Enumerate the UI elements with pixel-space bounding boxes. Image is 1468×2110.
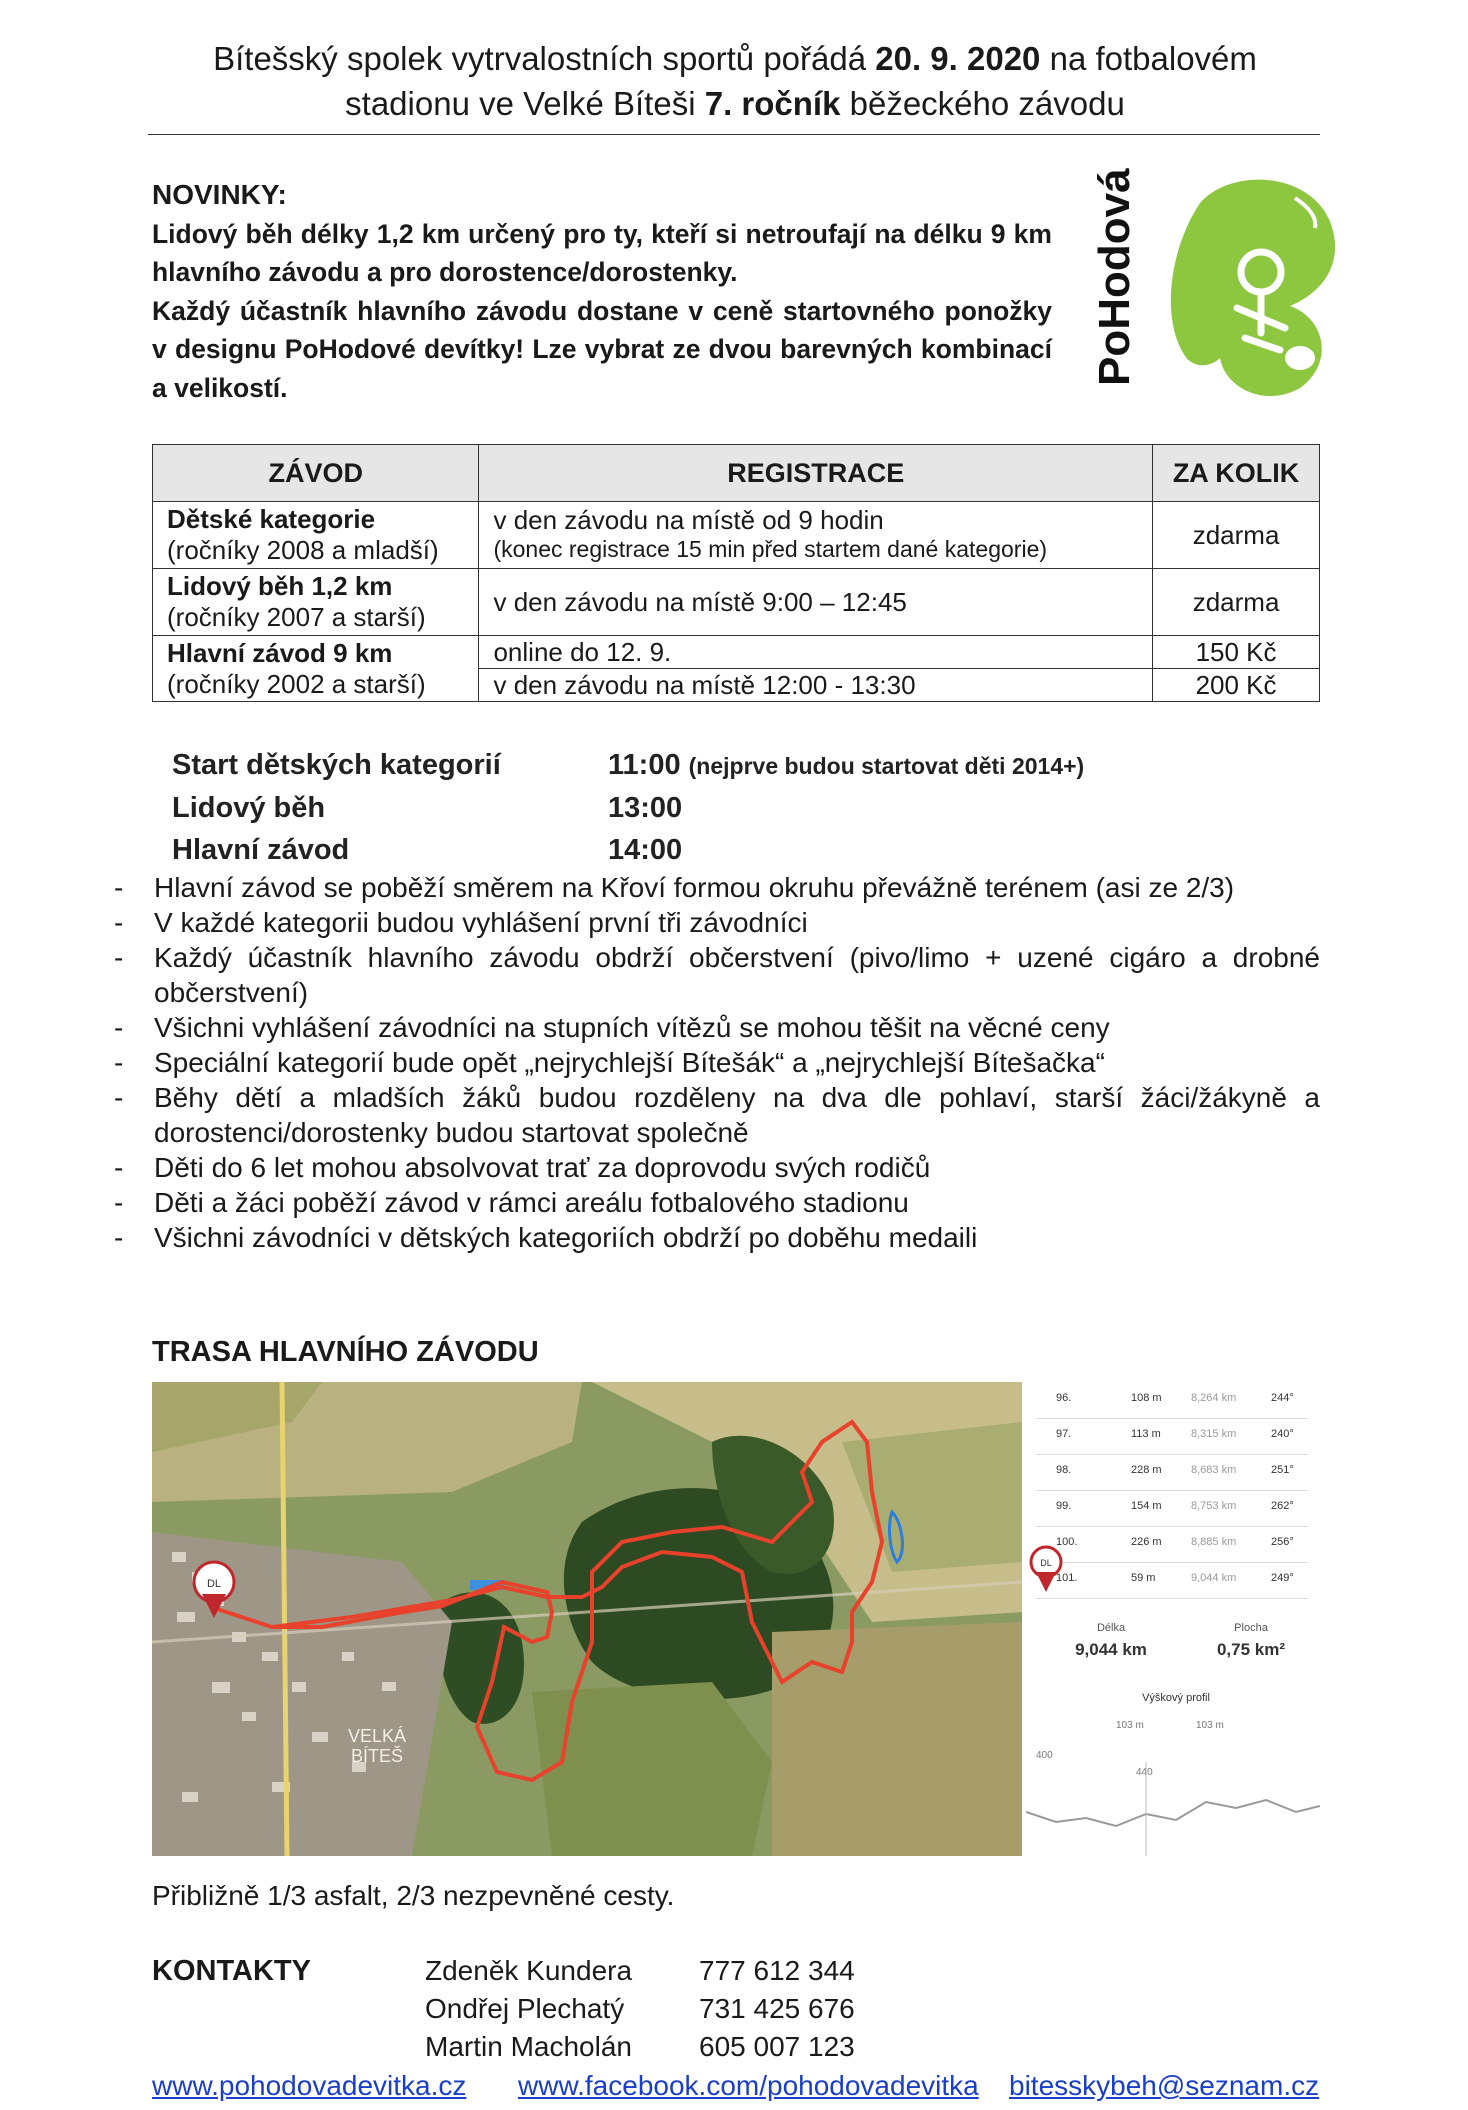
schedule-note: (nejprve budou startovat děti 2014+) — [688, 753, 1085, 779]
header-divider — [148, 134, 1320, 135]
email-link[interactable]: bitesskybeh@seznam.cz — [1009, 2070, 1320, 2101]
event-date: 20. 9. 2020 — [875, 40, 1041, 77]
elevation-axis-label: 440 — [1136, 1767, 1153, 1778]
segment-row: 99. 154 m 8,753 km 262° — [1036, 1490, 1308, 1527]
info-list — [114, 870, 1320, 1255]
news-title: NOVINKY: — [152, 179, 287, 210]
segment-row: 101. 59 m 9,044 km 249° — [1036, 1562, 1308, 1599]
header-text: běžeckého závodu — [840, 85, 1125, 122]
column-header-race: ZÁVOD — [153, 445, 479, 502]
race-cell — [153, 569, 479, 636]
news-paragraph: Lidový běh délky 1,2 km určený pro ty, kteří si netroufají na délku 9 km hlavního závodu a pro dorostence/dorostenky. — [152, 218, 1052, 287]
schedule-row — [172, 787, 1084, 829]
town-label: VELKÁ — [347, 1726, 407, 1746]
pohodova-logo — [1085, 168, 1345, 408]
race-cell — [153, 502, 479, 569]
header-text: Bítešský spolek vytrvalostních sportů pořádá — [213, 40, 876, 77]
race-cell — [153, 636, 479, 702]
list-item: - Hlavní závod se poběží směrem na Křoví formou okruhu převážně terénem (asi ze 2/3) — [114, 872, 1235, 903]
area-value: 0,75 km² — [1216, 1640, 1286, 1659]
news-section — [152, 176, 1052, 407]
price-cell: zdarma — [1153, 502, 1320, 569]
race-years: (ročníky 2002 a starší) — [167, 668, 426, 699]
registration-cell: online do 12. 9. — [479, 636, 1153, 669]
registration-note: (konec registrace 15 min před startem dané kategorie) — [493, 536, 1048, 562]
registration-table — [152, 444, 1320, 702]
contact-phone: 731 425 676 — [699, 1993, 855, 2024]
table-row — [153, 569, 1320, 636]
price-cell: zdarma — [1153, 569, 1320, 636]
segment-row: 96. 108 m 8,264 km 244° — [1036, 1382, 1308, 1419]
contact-phone: 777 612 344 — [699, 1955, 855, 1986]
town-label: BÍTEŠ — [350, 1746, 404, 1766]
list-item: - Všichni vyhlášení závodníci na stupních vítězů se mohou těšit na věcné ceny — [114, 1012, 1110, 1043]
elevation-axis-label: 400 — [1036, 1750, 1053, 1761]
event-header — [140, 36, 1330, 126]
website-link[interactable]: www.pohodovadevitka.cz — [152, 2070, 467, 2101]
news-paragraph: Každý účastník hlavního závodu dostane v ceně startovného ponožky v designu PoHodové devítky! Lze vybrat ze dvou barevných kombinací a velikostí. — [152, 295, 1052, 403]
price-cell: 200 Kč — [1153, 669, 1320, 702]
segment-row: 100. 226 m 8,885 km 256° — [1036, 1526, 1308, 1563]
schedule-time: 13:00 — [608, 792, 683, 824]
descent-value: 103 m — [1196, 1720, 1224, 1731]
surface-note: Přibližně 1/3 asfalt, 2/3 nezpevněné cesty. — [152, 1880, 675, 1911]
elevation-profile-chart — [1026, 1762, 1320, 1856]
segment-row: 97. 113 m 8,315 km 240° — [1036, 1418, 1308, 1455]
registration-cell — [479, 502, 1153, 569]
list-item: - Běhy dětí a mladších žáků budou rozděleny na dva dle pohlaví, starší žáci/žákyně a dorostenci/dorostenky budou startovat společně — [114, 1082, 1320, 1148]
contact-name: Martin Macholán — [425, 2031, 632, 2062]
table-row — [153, 636, 1320, 669]
header-text: na fotbalovém — [1040, 40, 1257, 77]
end-marker-icon — [1026, 1542, 1066, 1602]
contact-name: Ondřej Plechatý — [425, 1993, 625, 2024]
list-item: - V každé kategorii budou vyhlášení první tři závodníci — [114, 907, 808, 938]
table-header-row — [153, 445, 1320, 502]
column-header-registration: REGISTRACE — [479, 445, 1153, 502]
race-name: Lidový běh 1,2 km — [167, 571, 393, 601]
logo-nine-mark — [1171, 180, 1335, 396]
schedule-row — [172, 744, 1084, 787]
svg-text:DL: DL — [206, 1578, 222, 1590]
list-item: - Děti a žáci poběží závod v rámci areálu fotbalového stadionu — [114, 1187, 909, 1218]
schedule-label: Hlavní závod — [172, 834, 350, 866]
race-years: (ročníky 2008 a mladší) — [167, 535, 439, 565]
list-item: - Děti do 6 let mohou absolvovat trať za doprovodu svých rodičů — [114, 1152, 931, 1183]
route-title: TRASA HLAVNÍHO ZÁVODU — [152, 1336, 539, 1368]
contacts-title: KONTAKTY — [152, 1955, 311, 1987]
schedule-time: 14:00 — [608, 834, 683, 866]
schedule-row — [172, 829, 1084, 871]
table-row — [153, 502, 1320, 569]
segment-row: 98. 228 m 8,683 km 251° — [1036, 1454, 1308, 1491]
race-years: (ročníky 2007 a starší) — [167, 602, 426, 632]
length-label: Délka — [1096, 1622, 1126, 1634]
length-value: 9,044 km — [1075, 1640, 1147, 1659]
event-edition: 7. ročník — [704, 85, 841, 122]
column-header-price: ZA KOLIK — [1153, 445, 1320, 502]
registration-cell: v den závodu na místě 9:00 – 12:45 — [479, 569, 1153, 636]
contact-name: Zdeněk Kundera — [425, 1955, 633, 1986]
svg-text:DL: DL — [1040, 1558, 1052, 1568]
schedule-label: Lidový běh — [172, 792, 326, 824]
area-label: Plocha — [1234, 1622, 1268, 1634]
list-item: - Všichni závodníci v dětských kategoriích obdrží po doběhu medaili — [114, 1222, 978, 1253]
price-cell: 150 Kč — [1153, 636, 1320, 669]
list-item: - Každý účastník hlavního závodu obdrží občerstvení (pivo/limo + uzené cigáro a drobné občerstvení) — [114, 942, 1320, 1008]
profile-label: Výškový profil — [1142, 1692, 1210, 1704]
schedule-label: Start dětských kategorií — [172, 749, 501, 781]
header-text: stadionu ve Velké Bíteši — [345, 85, 705, 122]
ascent-value: 103 m — [1116, 1720, 1144, 1731]
race-name: Dětské kategorie — [167, 504, 376, 534]
schedule-time: 11:00 — [608, 749, 681, 781]
route-map[interactable] — [152, 1382, 1022, 1856]
logo-wordmark: PoHodová — [1090, 168, 1139, 386]
registration-cell: v den závodu na místě 12:00 - 13:30 — [479, 669, 1153, 702]
list-item: - Speciální kategorií bude opět „nejrychlejší Bítešák“ a „nejrychlejší Bítešačka“ — [114, 1047, 1105, 1078]
registration-text: v den závodu na místě od 9 hodin — [493, 505, 884, 535]
start-schedule — [172, 744, 1084, 871]
facebook-link[interactable]: www.facebook.com/pohodovadevitka — [518, 2070, 979, 2101]
route-details-panel — [1026, 1382, 1320, 1856]
race-name: Hlavní závod 9 km — [167, 637, 393, 668]
contact-phone: 605 007 123 — [699, 2031, 855, 2062]
